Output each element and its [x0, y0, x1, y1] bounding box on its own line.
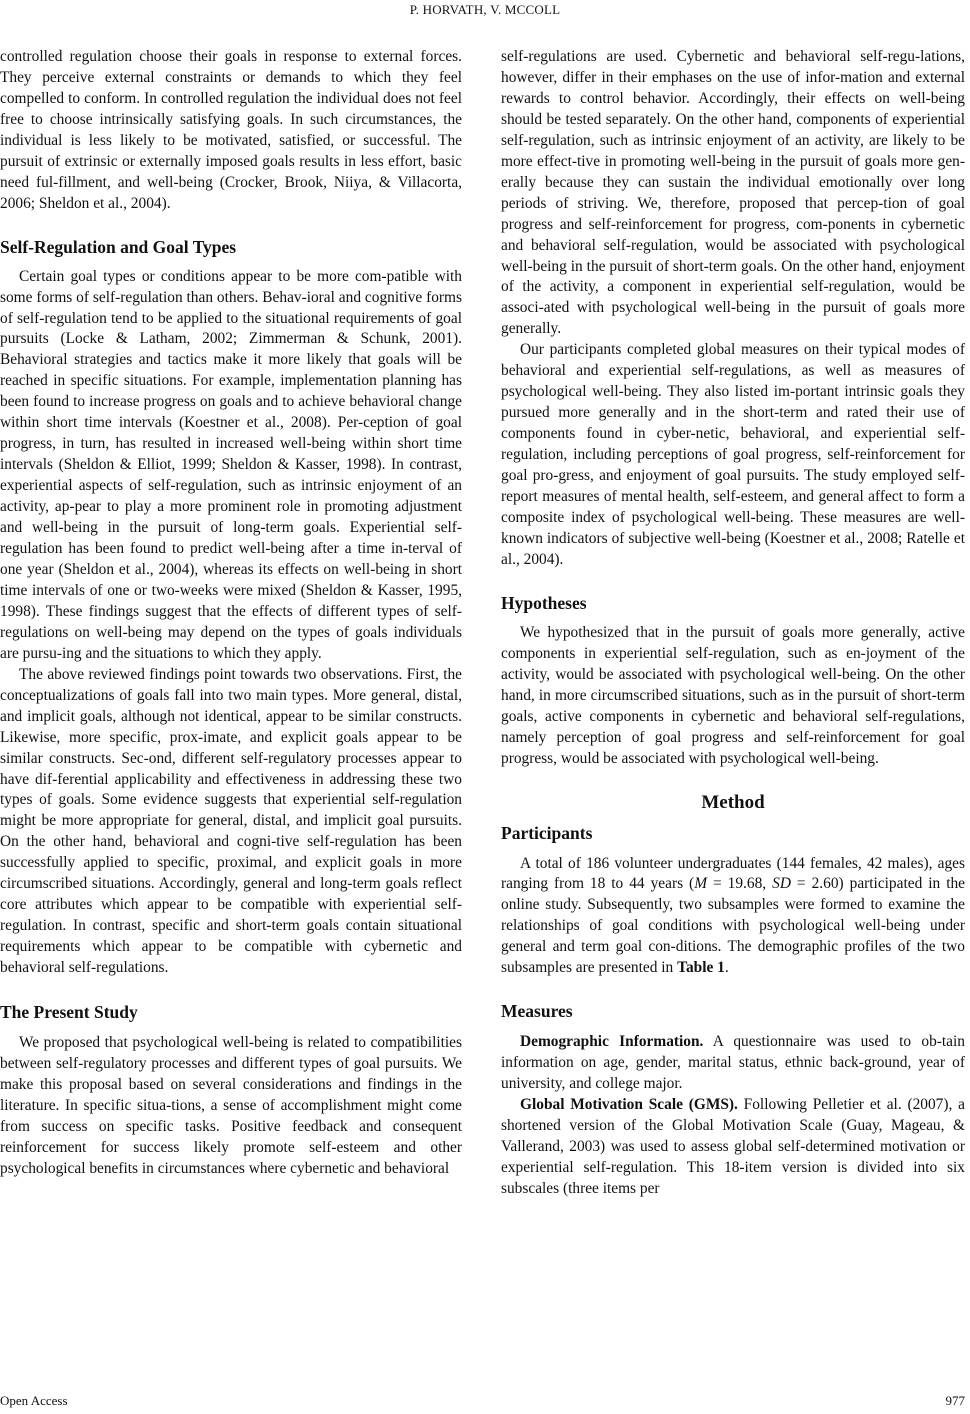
footer-journal-label: Open Access — [0, 1393, 68, 1408]
runin-global-motivation-scale: Global Motivation Scale (GMS). — [520, 1096, 738, 1114]
paragraph-certain-goal-types: Certain goal types or conditions appear to be more com-patible with some forms of self-regulation than others. Behav-ioral and cognitive forms of self-regulation tend to be applied to the situational requirements of goal pursuits (Locke & Latham, 2002; Zimmerman & Schunk, 2001). Behavioral strategies and tactics make it more likely that goals will be reached in specific situations. For example, implementation planning has been found to increase progress on goals and to achieve behavioral change within short time intervals (Koestner et al., 2008). Per-ception of goal progress, in turn, has resulted in increased well-being within short time intervals (Sheldon & Elliot, 1999; Sheldon & Kasser, 1998). In contrast, experiential aspects of self-regulation, such as intrinsic enjoyment of an activity, ap-pear to play a more prominent role in promoting adjustment and well-being in the pursuit of long-term goals. Experiential self-regulation has been found to predict well-being after a time in-terval of one year (Sheldon et al., 2004), whereas its effects on well-being in short time intervals of one or two-weeks were mixed (Sheldon & Kasser, 1995, 1998). These findings suggest that the effects of different types of self-regulations on well-being may depend on the types of goals individuals are pursu-ing and the situations to which they apply. — [0, 267, 462, 662]
heading-measures: Measures — [501, 1001, 573, 1022]
heading-participants: Participants — [501, 822, 593, 843]
paragraph-demographic-information: Demographic Information. A questionnaire was used to ob-tain information on age, gender, marital status, ethnic back-ground, year of university, and college major. — [501, 1033, 965, 1093]
right-column — [501, 47, 965, 1200]
paragraph-hypothesized: We hypothesized that in the pursuit of goals more generally, active components in experiential self-regulation, such as en-joyment of the activity, would be associated with psychological well-being. On the other hand, in more circumscribed situations, such as in the pursuit of short-term goals, active components in cybernetic and behavioral self-regulations, namely perception of goal progress and self-reinforcement for goal progress, would be associated with psychological well-being. — [501, 623, 965, 767]
table-1-reference: Table 1 — [677, 959, 725, 977]
heading-method: Method — [701, 791, 765, 813]
paragraph-controlled-regulation: controlled regulation choose their goals in response to external forces. They perceive external constraints or demands to which they feel compelled to conform. In controlled regulation the individual does not feel free to choose intrinsically satisfying goals. In such circumstances, the individual is less likely to be motivated, satisfied, or successful. The pursuit of extrinsic or externally imposed goals results in less effort, basic need ful-fillment, and well-being (Crocker, Brook, Niiya, & Villacorta, 2006; Sheldon et al., 2004). — [0, 48, 462, 212]
heading-hypotheses: Hypotheses — [501, 592, 587, 613]
runin-demographic-information: Demographic Information. — [520, 1033, 704, 1051]
paragraph-global-motivation-scale: Global Motivation Scale (GMS). Following Pelletier et al. (2007), a shortened version of the Global Motivation Scale (Guay, Mageau, & Vallerand, 2003) was used to assess global self-determined motivation or experiential self-regulation. This 18-item version is divided into six subscales (three items per — [501, 1096, 965, 1197]
heading-self-regulation-goal-types: Self-Regulation and Goal Types — [0, 236, 237, 257]
paragraph-above-reviewed: The above reviewed findings point towards two observations. First, the conceptualizations of goals fall into two main types. More general, distal, and implicit goals, although not identical, appear to be similar constructs. Likewise, more specific, prox-imate, and explicit goals appear to be similar constructs. Sec-ond, different self-regulatory processes appear to have dif-ferential applicability and effectiveness in addressing these two types of goals. Some evidence suggests that experiential self-regulation might be more appropriate for general, distal, and implicit goal pursuits. On the other hand, behavioral and cogni-tive self-regulation has been successfully applied to specific, proximal, and explicit goals in more circumscribed situations. Accordingly, general and long-term goals reflect core attributes which appear to be compatible with experiential self-regulation. In contrast, specific and short-term goals contain situational requirements which appear to be compatible with cybernetic and behavioral self-regulations. — [0, 665, 462, 977]
left-column — [0, 47, 462, 1180]
paragraph-we-proposed: We proposed that psychological well-being is related to compatibilities between self-regulatory processes and different types of goal pursuits. We make this proposal based on several considerations and findings in the literature. In specific situa-tions, a sense of accomplishment might come from success on specific tasks. Positive feedback and consequent reinforcement for success likely promote self-esteem and other psychological benefits in circumstances where cybernetic and behavioral — [0, 1034, 462, 1177]
paragraph-self-regulations-used: self-regulations are used. Cybernetic and behavioral self-regu-lations, however, differ in their emphases on the use of infor-mation and external rewards to control behavior. Accordingly, their effects on well-being should be tested separately. On the other hand, components of experiential self-regulation, such as intrinsic enjoyment of an activity, are likely to be more effect-tive in promoting well-being in the pursuit of goals more gen-erally because they can sustain the individual emotionally over long periods of striving. We, therefore, proposed that percep-tion of goal progress and self-reinforcement for progress, com-ponents in cybernetic and behavioral self-regulation, would be associated with psychological well-being in the pursuit of short-term goals. On the other hand, enjoyment of the activity, a component in experiential self-regulation, would be associ-ated with psychological well-being in the pursuit of goals more generally. — [501, 48, 965, 338]
paragraph-participants-completed: Our participants completed global measures on their typical modes of behavioral and experiential self-regulations, as well as measures of psychological well-being. They also listed im-portant intrinsic goals they pursued more generally and in the short-term and rated their use of components found in cyber-netic, behavioral, and experiential self-regulation, including perceptions of goal progress, self-reinforcement for goal pro-gress, and enjoyment of goal pursuits. The study employed self-report measures of mental health, self-esteem, and general affect to form a composite index of psychological well-being. These measures are well-known indicators of subjective well-being (Koestner et al., 2008; Ratelle et al., 2004). — [501, 341, 965, 568]
heading-present-study: The Present Study — [0, 1002, 138, 1023]
footer-page-number: 977 — [945, 1393, 965, 1408]
running-head: P. HORVATH, V. MCCOLL — [409, 2, 561, 17]
paragraph-total-participants: A total of 186 volunteer undergraduates (144 females, 42 males), ages ranging from 18 to 44 years (M = 19.68, SD = 2.60) participated in the online study. Subsequently, two subsamples were formed to examine the relationships of goal conditions with psychological well-being under general and term goal con-ditions. The demographic profiles of the two subsamples are presented in Table 1. — [501, 854, 966, 977]
